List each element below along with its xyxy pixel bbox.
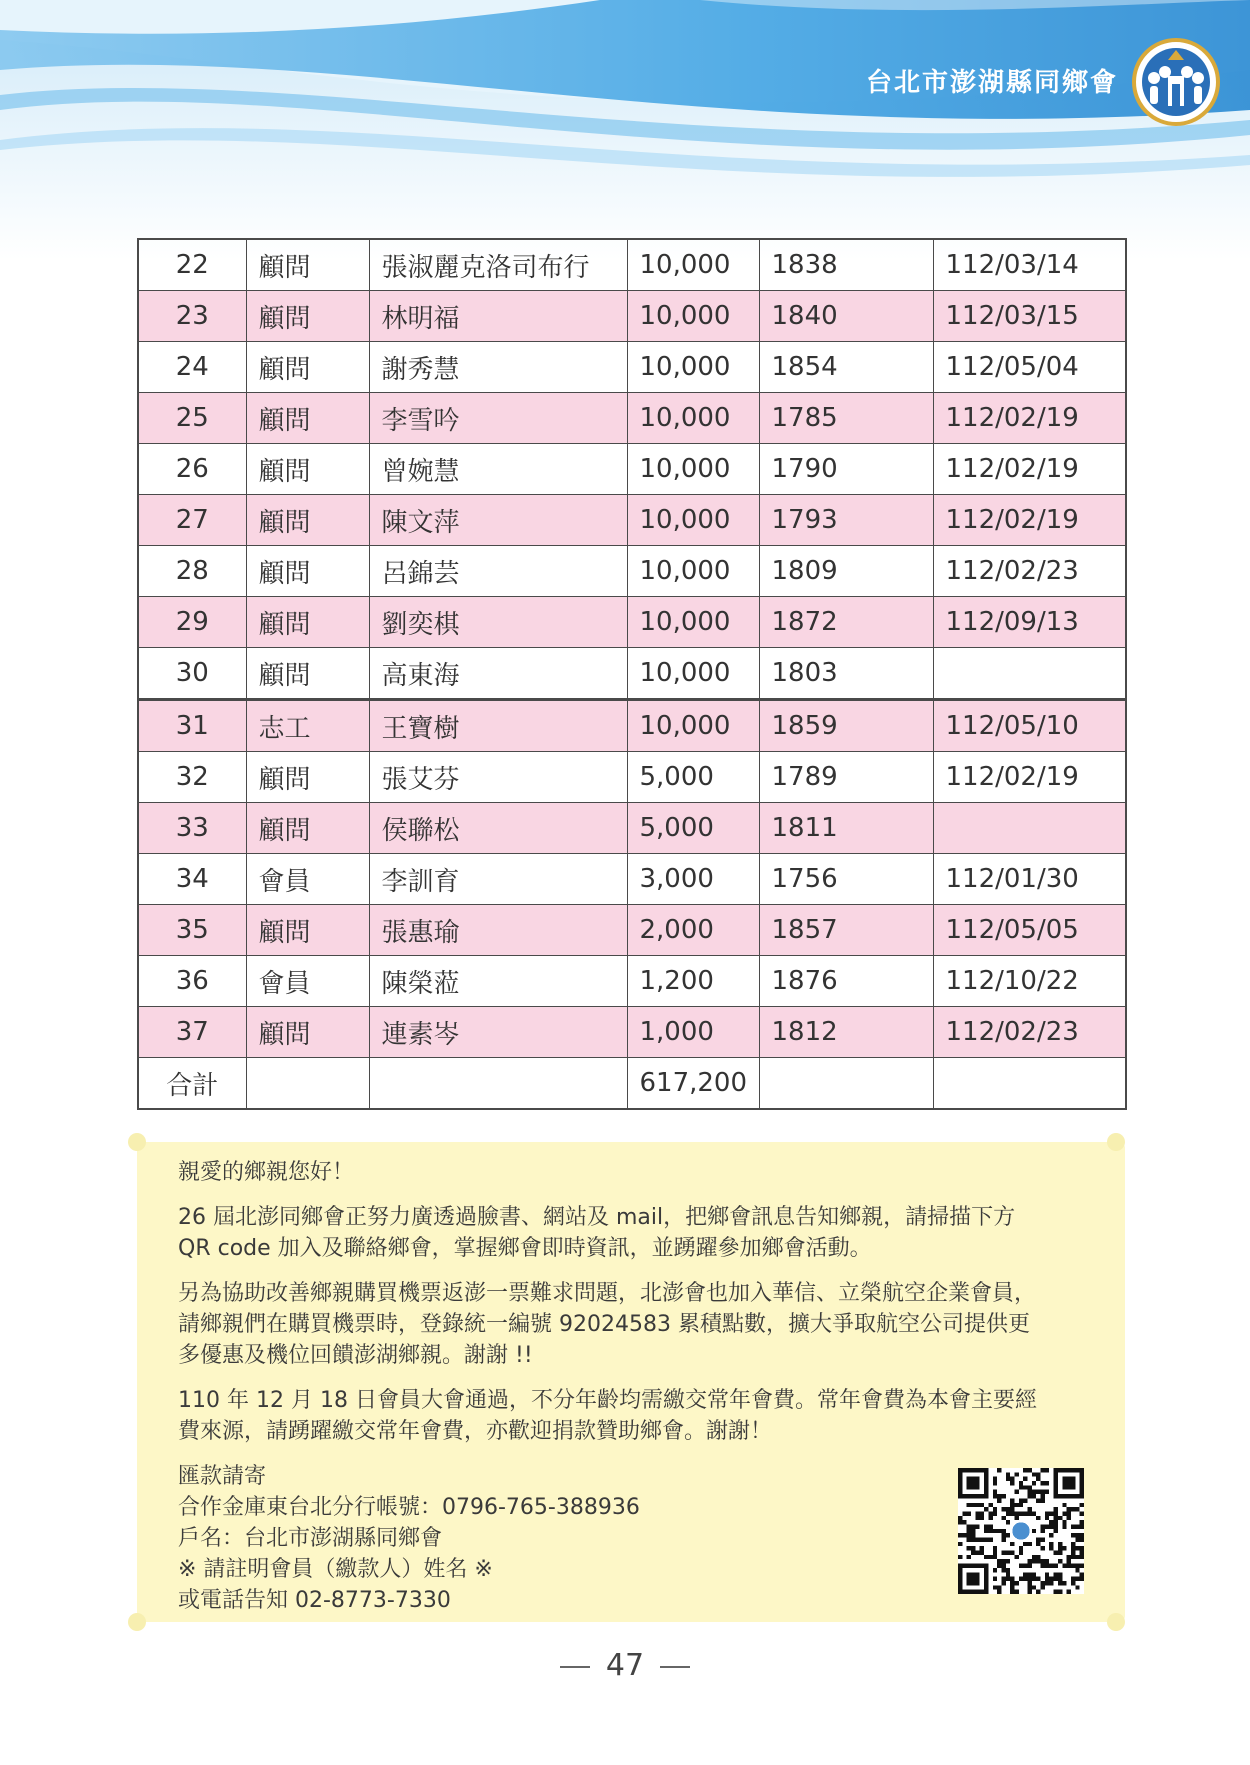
- cell-date: 112/05/10: [933, 700, 1126, 752]
- notice-line: 請鄉親們在購買機票時，登錄統一編號 92024583 累積點數，擴大爭取航空公司提供更: [178, 1312, 1030, 1337]
- cell-name: 謝秀慧: [369, 342, 627, 393]
- cell-no: 27: [138, 495, 246, 546]
- cell-name: 李雪吟: [369, 393, 627, 444]
- cell-amount: 10,000: [627, 342, 759, 393]
- footer-dash: [660, 1666, 690, 1668]
- cell-receipt: 1803: [759, 648, 933, 700]
- cell-amount: 10,000: [627, 648, 759, 700]
- cell-date: 112/02/19: [933, 444, 1126, 495]
- cell-receipt: 1854: [759, 342, 933, 393]
- notice-line: 另為協助改善鄉親購買機票返澎一票難求問題，北澎會也加入華信、立榮航空企業會員，: [178, 1281, 1037, 1306]
- cell-date: 112/03/15: [933, 291, 1126, 342]
- page-footer: [0, 1648, 1250, 1683]
- cell-role: 顧問: [246, 393, 369, 444]
- cell-role: 顧問: [246, 752, 369, 803]
- cell-name: 曾婉慧: [369, 444, 627, 495]
- cell-amount: 5,000: [627, 752, 759, 803]
- cell-empty: [759, 1058, 933, 1110]
- cell-name: 高東海: [369, 648, 627, 700]
- cell-amount: 10,000: [627, 546, 759, 597]
- cell-no: 32: [138, 752, 246, 803]
- cell-name: 王寶樹: [369, 700, 627, 752]
- cell-amount: 1,200: [627, 956, 759, 1007]
- cell-date: 112/02/19: [933, 752, 1126, 803]
- organization-logo-icon: [1132, 38, 1220, 126]
- cell-name: 張惠瑜: [369, 905, 627, 956]
- notice-text: [178, 1157, 1088, 1630]
- table-row: [138, 597, 1126, 648]
- cell-name: 張淑麗克洛司布行: [369, 239, 627, 291]
- cell-role: 顧問: [246, 239, 369, 291]
- cell-no: 23: [138, 291, 246, 342]
- cell-amount: 10,000: [627, 239, 759, 291]
- cell-name: 林明福: [369, 291, 627, 342]
- organization-title: 台北市澎湖縣同鄉會: [865, 68, 1118, 98]
- cell-receipt: 1840: [759, 291, 933, 342]
- cell-empty: [246, 1058, 369, 1110]
- cell-no: 31: [138, 700, 246, 752]
- cell-no: 33: [138, 803, 246, 854]
- cell-empty: [933, 1058, 1126, 1110]
- header-wave-background: [0, 0, 1250, 260]
- notice-line: 110 年 12 月 18 日會員大會通過，不分年齡均需繳交常年會費。常年會費為本會主要經: [178, 1388, 1037, 1413]
- greeting: 親愛的鄉親您好！: [178, 1160, 355, 1185]
- cell-role: 顧問: [246, 905, 369, 956]
- cell-date: 112/10/22: [933, 956, 1126, 1007]
- cell-role: 志工: [246, 700, 369, 752]
- cell-amount: 10,000: [627, 597, 759, 648]
- cell-total-amount: 617,200: [627, 1058, 759, 1110]
- cell-date: 112/02/23: [933, 546, 1126, 597]
- cell-role: 顧問: [246, 803, 369, 854]
- phone-contact: 或電話告知 02-8773-7330: [178, 1588, 451, 1613]
- cell-no: 29: [138, 597, 246, 648]
- cell-name: 侯聯松: [369, 803, 627, 854]
- table-row: [138, 444, 1126, 495]
- cell-receipt: 1872: [759, 597, 933, 648]
- cell-name: 李訓育: [369, 854, 627, 905]
- table-row: [138, 905, 1126, 956]
- remit-note: ※ 請註明會員（繳款人）姓名 ※: [178, 1557, 493, 1582]
- cell-no: 30: [138, 648, 246, 700]
- cell-date: 112/05/04: [933, 342, 1126, 393]
- table-row: [138, 495, 1126, 546]
- cell-no: 35: [138, 905, 246, 956]
- notice-line: 多優惠及機位回饋澎湖鄉親。謝謝 !!: [178, 1343, 533, 1368]
- table-row: [138, 854, 1126, 905]
- page-number: 47: [605, 1648, 645, 1683]
- table-row: [138, 393, 1126, 444]
- cell-date: 112/02/19: [933, 495, 1126, 546]
- cell-receipt: 1859: [759, 700, 933, 752]
- cell-role: 會員: [246, 956, 369, 1007]
- cell-date: 112/01/30: [933, 854, 1126, 905]
- cell-role: 顧問: [246, 648, 369, 700]
- cell-date: 112/09/13: [933, 597, 1126, 648]
- notice-line: QR code 加入及聯絡鄉會，掌握鄉會即時資訊，並踴躍參加鄉會活動。: [178, 1236, 872, 1261]
- cell-name: 張艾芬: [369, 752, 627, 803]
- remittance-info: [178, 1461, 1088, 1616]
- cell-no: 26: [138, 444, 246, 495]
- cell-date: 112/03/14: [933, 239, 1126, 291]
- table-row: [138, 546, 1126, 597]
- total-row: [138, 1058, 1126, 1110]
- notice-line: 26 屆北澎同鄉會正努力廣透過臉書、網站及 mail，把鄉會訊息告知鄉親，請掃描下方: [178, 1205, 1016, 1230]
- cell-receipt: 1811: [759, 803, 933, 854]
- cell-role: 顧問: [246, 597, 369, 648]
- cell-amount: 1,000: [627, 1007, 759, 1058]
- qr-code-icon[interactable]: [958, 1468, 1084, 1594]
- bank-account: 合作金庫東台北分行帳號：0796-765-388936: [178, 1495, 640, 1520]
- cell-date: [933, 803, 1126, 854]
- table-row: [138, 700, 1126, 752]
- cell-no: 34: [138, 854, 246, 905]
- cell-date: [933, 648, 1126, 700]
- cell-role: 會員: [246, 854, 369, 905]
- cell-role: 顧問: [246, 342, 369, 393]
- footer-dash: [560, 1666, 590, 1668]
- cell-amount: 10,000: [627, 495, 759, 546]
- cell-no: 28: [138, 546, 246, 597]
- cell-role: 顧問: [246, 546, 369, 597]
- cell-date: 112/05/05: [933, 905, 1126, 956]
- cell-amount: 2,000: [627, 905, 759, 956]
- cell-date: 112/02/19: [933, 393, 1126, 444]
- table-row: [138, 239, 1126, 291]
- cell-receipt: 1790: [759, 444, 933, 495]
- cell-no: 25: [138, 393, 246, 444]
- cell-no: 37: [138, 1007, 246, 1058]
- notice-corner-dot: [128, 1613, 146, 1631]
- table-row: [138, 1007, 1126, 1058]
- notice-corner-dot: [128, 1133, 146, 1151]
- cell-amount: 10,000: [627, 291, 759, 342]
- cell-no: 22: [138, 239, 246, 291]
- notice-corner-dot: [1107, 1133, 1125, 1151]
- cell-receipt: 1838: [759, 239, 933, 291]
- cell-receipt: 1789: [759, 752, 933, 803]
- cell-role: 顧問: [246, 291, 369, 342]
- remit-line: 匯款請寄: [178, 1464, 267, 1489]
- cell-no: 36: [138, 956, 246, 1007]
- notice-paragraph-social: [178, 1202, 1088, 1264]
- cell-role: 顧問: [246, 444, 369, 495]
- table-row: [138, 342, 1126, 393]
- cell-receipt: 1756: [759, 854, 933, 905]
- cell-amount: 10,000: [627, 393, 759, 444]
- cell-receipt: 1793: [759, 495, 933, 546]
- table-row: [138, 956, 1126, 1007]
- cell-empty: [369, 1058, 627, 1110]
- account-name: 戶名：台北市澎湖縣同鄉會: [178, 1526, 443, 1551]
- notice-line: 費來源，請踴躍繳交常年會費，亦歡迎捐款贊助鄉會。謝謝！: [178, 1419, 773, 1444]
- donation-table: [137, 238, 1127, 1110]
- cell-receipt: 1785: [759, 393, 933, 444]
- cell-name: 連素岑: [369, 1007, 627, 1058]
- cell-amount: 3,000: [627, 854, 759, 905]
- cell-amount: 5,000: [627, 803, 759, 854]
- cell-date: 112/02/23: [933, 1007, 1126, 1058]
- cell-receipt: 1812: [759, 1007, 933, 1058]
- cell-role: 顧問: [246, 1007, 369, 1058]
- cell-receipt: 1876: [759, 956, 933, 1007]
- notice-paragraph-airline: [178, 1278, 1088, 1371]
- cell-no: 24: [138, 342, 246, 393]
- cell-name: 劉奕棋: [369, 597, 627, 648]
- table-row: [138, 752, 1126, 803]
- cell-name: 陳榮蒞: [369, 956, 627, 1007]
- cell-amount: 10,000: [627, 444, 759, 495]
- cell-receipt: 1857: [759, 905, 933, 956]
- table-row: [138, 648, 1126, 700]
- cell-role: 顧問: [246, 495, 369, 546]
- notice-corner-dot: [1107, 1613, 1125, 1631]
- cell-amount: 10,000: [627, 700, 759, 752]
- notice-paragraph-fee: [178, 1385, 1088, 1447]
- cell-receipt: 1809: [759, 546, 933, 597]
- cell-name: 陳文萍: [369, 495, 627, 546]
- cell-total-label: 合計: [138, 1058, 246, 1110]
- table-row: [138, 291, 1126, 342]
- table-row: [138, 803, 1126, 854]
- cell-name: 呂錦芸: [369, 546, 627, 597]
